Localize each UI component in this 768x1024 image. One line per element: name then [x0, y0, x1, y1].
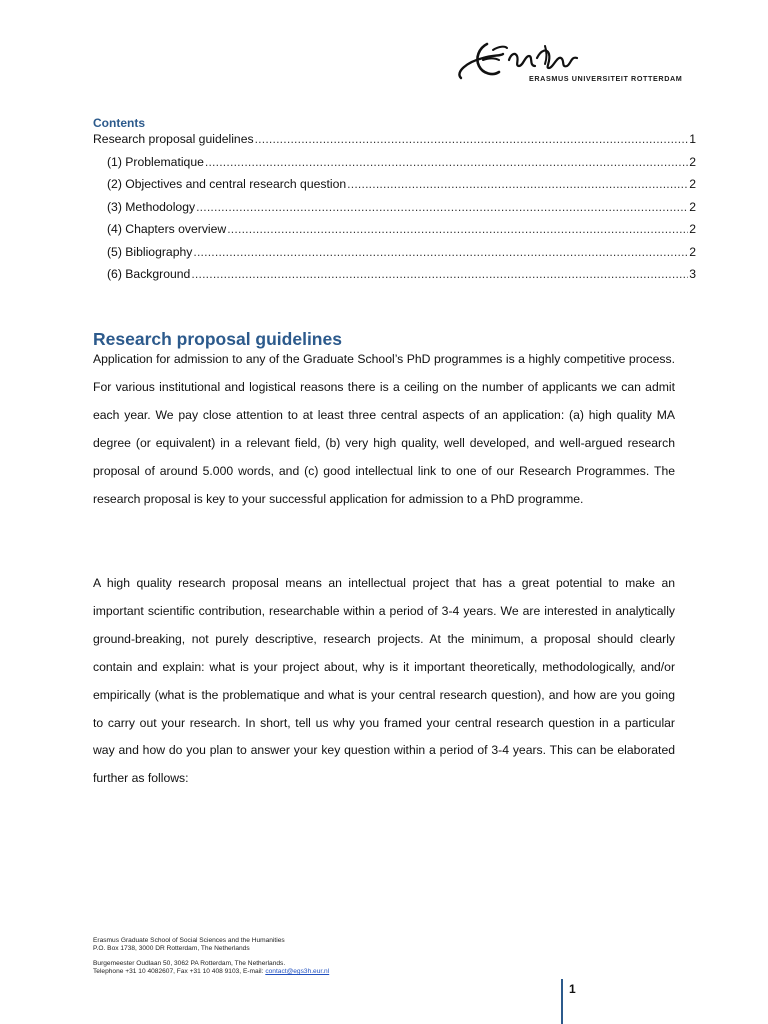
toc-entry[interactable]	[93, 131, 696, 154]
toc-leader-dots	[191, 266, 688, 282]
footer-visiting-address: Burgemeester Oudlaan 50, 3062 PA Rotterdam, The Netherlands.	[93, 959, 286, 967]
toc-entry-page: 2	[689, 199, 696, 214]
toc-leader-dots	[227, 221, 688, 237]
toc-entry-page: 2	[689, 154, 696, 169]
toc-entry[interactable]	[93, 176, 696, 199]
page-footer	[93, 937, 329, 977]
toc-entry[interactable]	[93, 199, 696, 222]
toc-entry-title: (6) Background	[107, 267, 191, 281]
toc-entry[interactable]	[93, 244, 696, 267]
page-number: 1	[569, 982, 576, 996]
toc-entry-page: 2	[689, 244, 696, 259]
logo-subtitle: ERASMUS UNIVERSITEIT ROTTERDAM	[529, 74, 683, 83]
toc-entry[interactable]	[93, 221, 696, 244]
footer-school-name: Erasmus Graduate School of Social Sciences and the Humanities	[93, 937, 285, 944]
footer-contact-line	[93, 968, 329, 976]
toc-entry-page: 3	[689, 267, 696, 281]
university-logo	[453, 38, 683, 88]
body-paragraph: Application for admission to any of the Graduate School’s PhD programmes is a highly competitive process. For various institutional and logistical reasons there is a ceiling on the number of applicants we can admit each year. We pay close attention to at least three central aspects of an application: (a) high quality MA degree (or equivalent) in a relevant field, (b) very high quality, well developed, and well-argued research proposal of around 5.000 words, and (c) good intellectual link to one of our Research Programmes. The research proposal is key to your successful application for admission to a PhD programme.	[93, 352, 675, 506]
toc-leader-dots	[255, 131, 689, 147]
toc-leader-dots	[347, 176, 688, 192]
toc-entry-title: (2) Objectives and central research question	[107, 177, 347, 191]
toc-entry-title: (5) Bibliography	[107, 244, 193, 259]
toc-leader-dots	[205, 154, 688, 170]
footer-email-link[interactable]: contact@egs3h.eur.nl	[265, 968, 330, 976]
footer-phone-fax: Telephone +31 10 4082607, Fax +31 10 408 9103, E-mail:	[93, 968, 266, 976]
toc-entry-title: (1) Problematique	[107, 154, 204, 169]
body-paragraph: A high quality research proposal means an intellectual project that has a great potential to make an important scientific contribution, researchable within a period of 3-4 years. We are interested in analytically ground-breaking, not purely descriptive, research projects. At the minimum, a proposal should clearly contain and explain: what is your project about, why is it important theoretically, methodologically, and/or empirically (what is the problematique and what is your central research question), and how are you going to carry out your research. In short, tell us why you framed your central research question in a particular way and how do you plan to answer your key question within a period of 3-4 years. This can be elaborated further as follows:	[93, 576, 675, 786]
toc-entry-page: 2	[689, 177, 696, 191]
toc-leader-dots	[196, 199, 688, 215]
toc-entry-title: (3) Methodology	[107, 199, 196, 214]
footer-postal-address: P.O. Box 1738, 3000 DR Rotterdam, The Netherlands	[93, 945, 250, 953]
toc-heading: Contents	[93, 116, 145, 130]
toc-leader-dots	[193, 244, 688, 260]
toc-entry-title: (4) Chapters overview	[107, 222, 227, 236]
table-of-contents	[93, 131, 696, 289]
toc-entry-title: Research proposal guidelines	[93, 132, 254, 146]
section-title: Research proposal guidelines	[93, 329, 342, 349]
toc-entry-page: 1	[689, 132, 696, 146]
toc-entry[interactable]	[93, 154, 696, 177]
toc-entry-page: 2	[689, 222, 696, 236]
toc-entry[interactable]	[93, 266, 696, 289]
page-number-rule	[561, 979, 563, 1024]
